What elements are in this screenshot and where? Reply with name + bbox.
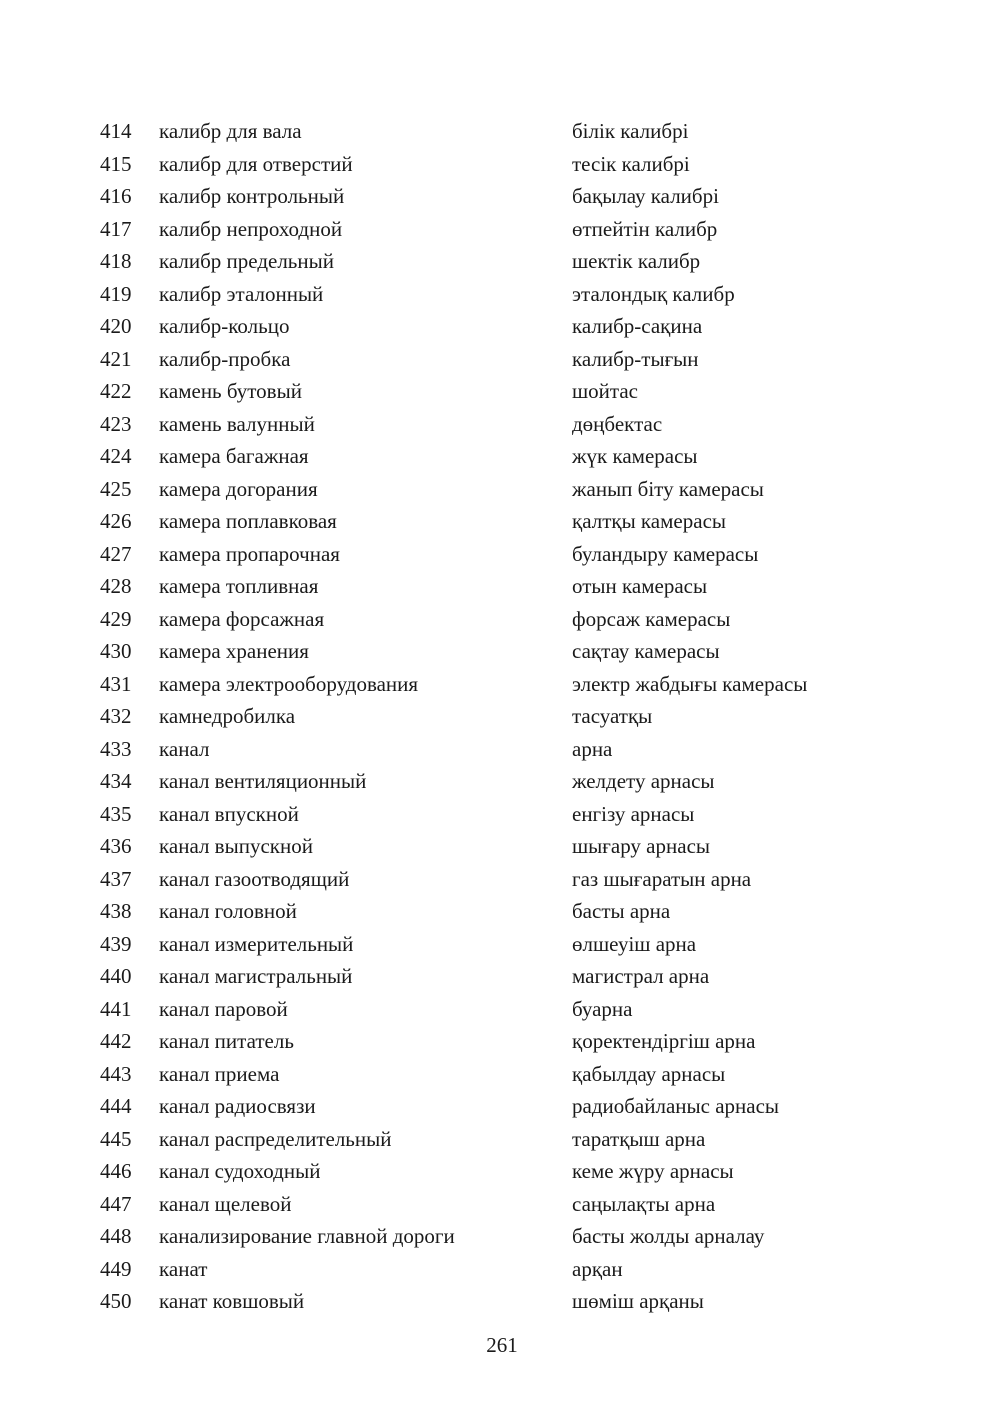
kazakh-term: саңылақты арна [572, 1191, 716, 1216]
entry-number: 433 [100, 736, 132, 761]
kazakh-term: шектік калибр [572, 249, 701, 273]
entry-number: 445 [100, 1126, 132, 1151]
kazakh-term: буландыру камерасы [572, 541, 759, 566]
russian-term: камера топливная [159, 574, 319, 598]
glossary-row [0, 310, 1004, 343]
entry-number: 437 [100, 866, 132, 891]
glossary-row [0, 928, 1004, 961]
glossary-row [0, 765, 1004, 798]
entry-number: 429 [100, 606, 132, 631]
entry-number: 419 [100, 281, 132, 306]
russian-term: камень валунный [159, 411, 315, 436]
entry-number: 446 [100, 1159, 132, 1183]
russian-term: канал щелевой [159, 1191, 292, 1216]
kazakh-term: басты жолды арналау [572, 1224, 765, 1248]
entry-number: 448 [100, 1224, 132, 1248]
russian-term: канал [159, 736, 210, 761]
page-number: 261 [486, 1333, 518, 1357]
glossary-row [0, 505, 1004, 538]
kazakh-term: шойтас [572, 379, 638, 403]
russian-term: канал магистральный [159, 964, 353, 988]
glossary-row [0, 603, 1004, 636]
russian-term: канат ковшовый [159, 1289, 305, 1313]
glossary-row [0, 668, 1004, 701]
russian-term: камера догорания [159, 476, 318, 501]
entry-number: 441 [100, 996, 132, 1021]
russian-term: калибр предельный [159, 249, 334, 273]
entry-number: 421 [100, 346, 132, 371]
glossary-row [0, 635, 1004, 668]
entry-number: 430 [100, 639, 132, 663]
glossary-row [0, 960, 1004, 993]
kazakh-term: кеме жүру арнасы [572, 1159, 734, 1183]
kazakh-term: басты арна [572, 899, 671, 923]
russian-term: калибр непроходной [159, 216, 343, 241]
kazakh-term: қоректендіргіш арна [572, 1029, 756, 1053]
glossary-row [0, 733, 1004, 766]
kazakh-term: калибр-тығын [572, 346, 699, 371]
russian-term: канал паровой [159, 996, 288, 1021]
russian-term: калибр эталонный [159, 281, 324, 306]
entry-number: 435 [100, 801, 132, 826]
russian-term: камень бутовый [159, 379, 302, 403]
kazakh-term: енгізу арнасы [572, 801, 695, 826]
kazakh-term: форсаж камерасы [572, 606, 731, 631]
kazakh-term: шығару арнасы [572, 834, 710, 858]
kazakh-term: таратқыш арна [572, 1126, 706, 1151]
kazakh-term: отын камерасы [572, 574, 708, 598]
glossary-row [0, 700, 1004, 733]
glossary-row [0, 1090, 1004, 1123]
entry-number: 428 [100, 574, 132, 598]
entry-number: 425 [100, 476, 132, 501]
glossary-row [0, 993, 1004, 1026]
russian-term: калибр для отверстий [159, 151, 353, 176]
glossary-row [0, 213, 1004, 246]
kazakh-term: арна [572, 736, 613, 761]
entry-number: 417 [100, 216, 132, 241]
russian-term: камера багажная [159, 444, 309, 468]
kazakh-term: тасуатқы [572, 704, 653, 728]
glossary-row [0, 1188, 1004, 1221]
entry-number: 415 [100, 151, 132, 176]
russian-term: канал радиосвязи [159, 1094, 316, 1118]
kazakh-term: буарна [572, 996, 633, 1021]
kazakh-term: сақтау камерасы [572, 639, 720, 663]
kazakh-term: арқан [572, 1256, 623, 1281]
kazakh-term: өлшеуіш арна [572, 931, 697, 956]
glossary-row [0, 1058, 1004, 1091]
entry-number: 447 [100, 1191, 132, 1216]
russian-term: калибр контрольный [159, 184, 345, 208]
entry-number: 432 [100, 704, 132, 728]
glossary-row [0, 863, 1004, 896]
glossary-row [0, 343, 1004, 376]
russian-term: камера хранения [159, 639, 309, 663]
kazakh-term: бақылау калибрі [572, 184, 719, 208]
entry-number: 426 [100, 509, 132, 533]
entry-number: 434 [100, 769, 132, 793]
kazakh-term: калибр-сақина [572, 314, 703, 338]
glossary-row [0, 180, 1004, 213]
entry-number: 422 [100, 379, 132, 403]
entry-number: 431 [100, 671, 132, 696]
russian-term: канал питатель [159, 1029, 294, 1053]
entry-number: 449 [100, 1256, 132, 1281]
russian-term: калибр-пробка [159, 346, 291, 371]
russian-term: камнедробилка [159, 704, 296, 728]
russian-term: канал вентиляционный [159, 769, 367, 793]
glossary-row [0, 245, 1004, 278]
russian-term: канал судоходный [159, 1159, 321, 1183]
kazakh-term: газ шығаратын арна [572, 866, 752, 891]
kazakh-term: қабылдау арнасы [572, 1061, 726, 1086]
russian-term: камера пропарочная [159, 541, 340, 566]
glossary-table [0, 115, 1004, 1318]
russian-term: камера поплавковая [159, 509, 337, 533]
russian-term: канал выпускной [159, 834, 313, 858]
glossary-row [0, 440, 1004, 473]
russian-term: канал газоотводящий [159, 866, 350, 891]
glossary-row [0, 1285, 1004, 1318]
glossary-row [0, 570, 1004, 603]
glossary-row [0, 895, 1004, 928]
russian-term: канат [159, 1256, 208, 1281]
glossary-row [0, 1253, 1004, 1286]
kazakh-term: электр жабдығы камерасы [572, 671, 808, 696]
glossary-row [0, 1025, 1004, 1058]
russian-term: камера форсажная [159, 606, 325, 631]
entry-number: 414 [100, 119, 132, 143]
entry-number: 440 [100, 964, 132, 988]
russian-term: калибр-кольцо [159, 314, 290, 338]
russian-term: камера электрооборудования [159, 671, 419, 696]
entry-number: 418 [100, 249, 132, 273]
glossary-row [0, 473, 1004, 506]
kazakh-term: шөміш арқаны [572, 1289, 704, 1313]
entry-number: 420 [100, 314, 132, 338]
entry-number: 450 [100, 1289, 132, 1313]
kazakh-term: эталондық калибр [572, 281, 735, 306]
kazakh-term: радиобайланыс арнасы [572, 1094, 780, 1118]
entry-number: 423 [100, 411, 132, 436]
entry-number: 444 [100, 1094, 132, 1118]
kazakh-term: магистрал арна [572, 964, 710, 988]
kazakh-term: дөңбектас [572, 411, 663, 436]
kazakh-term: жүк камерасы [572, 444, 698, 468]
kazakh-term: қалтқы камерасы [572, 509, 726, 533]
glossary-row [0, 115, 1004, 148]
glossary-row [0, 538, 1004, 571]
entry-number: 424 [100, 444, 132, 468]
entry-number: 442 [100, 1029, 132, 1053]
entry-number: 443 [100, 1061, 132, 1086]
russian-term: калибр для вала [159, 119, 302, 143]
glossary-row [0, 1220, 1004, 1253]
russian-term: канал впускной [159, 801, 299, 826]
entry-number: 416 [100, 184, 132, 208]
glossary-row [0, 278, 1004, 311]
russian-term: канал головной [159, 899, 297, 923]
kazakh-term: желдету арнасы [572, 769, 715, 793]
glossary-row [0, 375, 1004, 408]
kazakh-term: өтпейтін калибр [572, 216, 718, 241]
kazakh-term: білік калибрі [572, 119, 689, 143]
entry-number: 439 [100, 931, 132, 956]
kazakh-term: тесік калибрі [572, 151, 690, 176]
russian-term: канализирование главной дороги [159, 1224, 455, 1248]
entry-number: 438 [100, 899, 132, 923]
glossary-row [0, 408, 1004, 441]
entry-number: 436 [100, 834, 132, 858]
kazakh-term: жанып біту камерасы [572, 476, 764, 501]
russian-term: канал распределительный [159, 1126, 392, 1151]
russian-term: канал приема [159, 1061, 280, 1086]
glossary-row [0, 798, 1004, 831]
glossary-row [0, 1123, 1004, 1156]
glossary-row [0, 1155, 1004, 1188]
glossary-row [0, 148, 1004, 181]
russian-term: канал измерительный [159, 931, 354, 956]
entry-number: 427 [100, 541, 132, 566]
glossary-row [0, 830, 1004, 863]
